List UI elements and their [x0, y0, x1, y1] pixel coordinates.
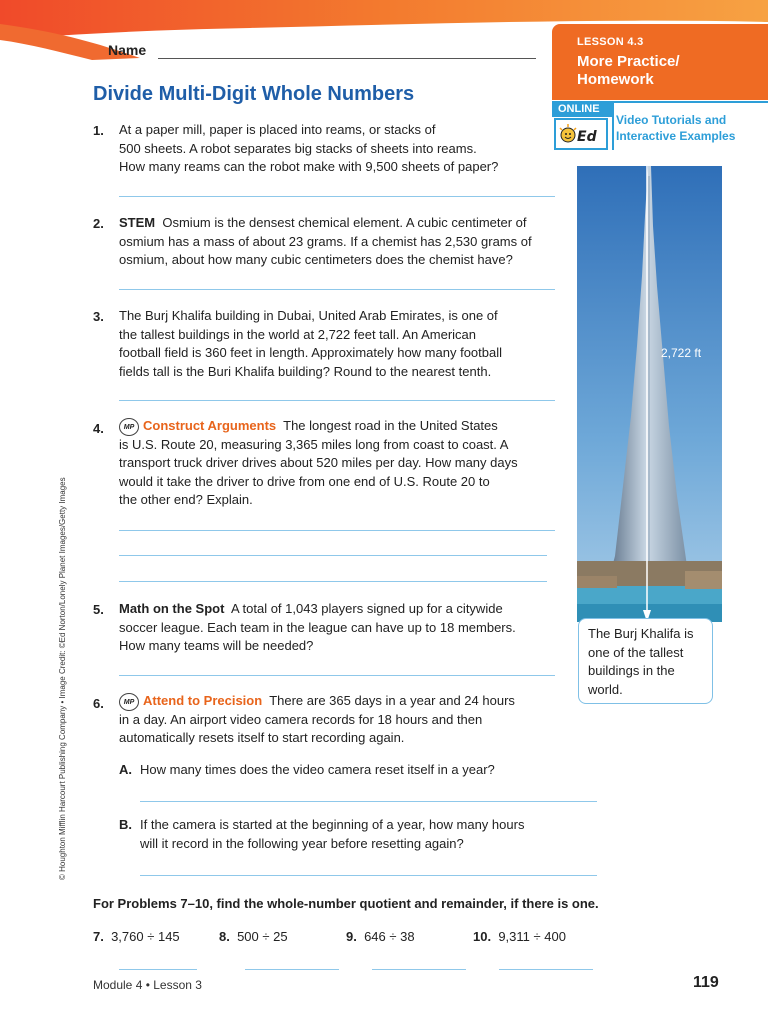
math-on-the-spot-tag: Math on the Spot	[119, 601, 225, 616]
lesson-title: More Practice/ Homework	[577, 53, 680, 88]
photo-caption: The Burj Khalifa is one of the tallest buildings in the world.	[588, 626, 694, 697]
problem-4-text: MP Construct Arguments The longest road in the United States is U.S. Route 20, measuring 3,365 miles long from coast to coast. A transport truck driver drives about 520 miles per day. How many days would it take the driver to drive from one end of U.S. Route 20 to the other end? Explain.	[119, 418, 518, 508]
quotient-problem: 10. 9,311 ÷ 400	[473, 929, 566, 944]
problem-3-text: The Burj Khalifa building in Dubai, United Arab Emirates, is one of the tallest buildings in the world at 2,722 feet tall. An American football field is 360 feet in length. Approximately how many football fields tall is the Buri Khalifa building? Round to the nearest tenth.	[119, 308, 503, 379]
quotient-problem: 9. 646 ÷ 38	[346, 929, 415, 944]
online-bar	[614, 101, 768, 103]
stem-tag: STEM	[119, 215, 156, 230]
height-label: 2,722 ft	[661, 346, 702, 360]
part-label: A.	[119, 762, 132, 777]
page-title: Divide Multi-Digit Whole Numbers	[93, 83, 415, 105]
quotient-problem: 7. 3,760 ÷ 145	[93, 929, 180, 944]
quotient-instructions: For Problems 7–10, find the whole-number quotient and remainder, if there is one.	[93, 896, 599, 911]
answer-line[interactable]	[140, 801, 597, 802]
answer-line[interactable]	[372, 969, 466, 970]
answer-line[interactable]	[499, 969, 593, 970]
practice-label: Attend to Precision	[143, 693, 263, 708]
answer-line[interactable]	[119, 581, 547, 582]
problem-number: 4.	[93, 421, 104, 436]
practice-label: Construct Arguments	[143, 418, 277, 433]
name-field-line[interactable]	[158, 58, 536, 59]
answer-line[interactable]	[245, 969, 339, 970]
quotient-problem: 8. 500 ÷ 25	[219, 929, 288, 944]
page-number: 119	[693, 974, 719, 991]
online-divider	[612, 101, 614, 150]
image-credit: © Houghton Mifflin Harcourt Publishing Company • Image Credit: ©Ed Norton/Lonely Planet Images/Getty Images	[58, 477, 67, 880]
answer-line[interactable]	[140, 875, 597, 876]
problem-5-text: Math on the Spot A total of 1,043 players signed up for a citywide soccer league. Each team in the league can have up to 18 members. How many teams will be needed?	[119, 601, 516, 653]
problem-6a-text: How many times does the video camera reset itself in a year?	[140, 762, 495, 777]
online-label: ONLINE	[558, 103, 600, 115]
lesson-number: LESSON 4.3	[577, 36, 644, 48]
answer-line[interactable]	[119, 289, 555, 290]
answer-line[interactable]	[119, 675, 555, 676]
problem-6-text: MP Attend to Precision There are 365 days in a year and 24 hours in a day. An airport video camera records for 18 hours and then automatically resets itself to start recording again.	[119, 693, 515, 746]
problem-number: 6.	[93, 696, 104, 711]
problem-number: 5.	[93, 602, 104, 617]
part-label: B.	[119, 817, 132, 832]
problem-2-text: STEM Osmium is the densest chemical element. A cubic centimeter of osmium has a mass of about 23 grams. If a chemist has 2,530 grams of osmium, about how many cubic centimeters does the chemist have?	[119, 215, 532, 267]
answer-line[interactable]	[119, 969, 197, 970]
problem-number: 3.	[93, 309, 104, 324]
math-practice-icon: MP	[119, 418, 139, 436]
answer-line[interactable]	[119, 400, 555, 401]
burj-khalifa-photo	[577, 166, 722, 622]
answer-line[interactable]	[119, 530, 555, 531]
online-resources-link[interactable]: Video Tutorials and Interactive Examples	[616, 113, 736, 143]
answer-line[interactable]	[119, 555, 547, 556]
problem-1-text: At a paper mill, paper is placed into reams, or stacks of 500 sheets. A robot separates big stacks of sheets into reams. How many reams can the robot make with 9,500 sheets of paper?	[119, 122, 499, 174]
problem-6b-text: If the camera is started at the beginning of a year, how many hours will it record in the following year before resetting again?	[140, 817, 525, 851]
ed-logo-icon[interactable]	[554, 118, 608, 150]
problem-number: 1.	[93, 123, 104, 138]
footer-module: Module 4 • Lesson 3	[93, 978, 202, 992]
ed-logo-text: Ed	[577, 129, 597, 145]
problem-number: 2.	[93, 216, 104, 231]
math-practice-icon: MP	[119, 693, 139, 711]
answer-line[interactable]	[119, 196, 555, 197]
name-label: Name	[108, 42, 147, 58]
